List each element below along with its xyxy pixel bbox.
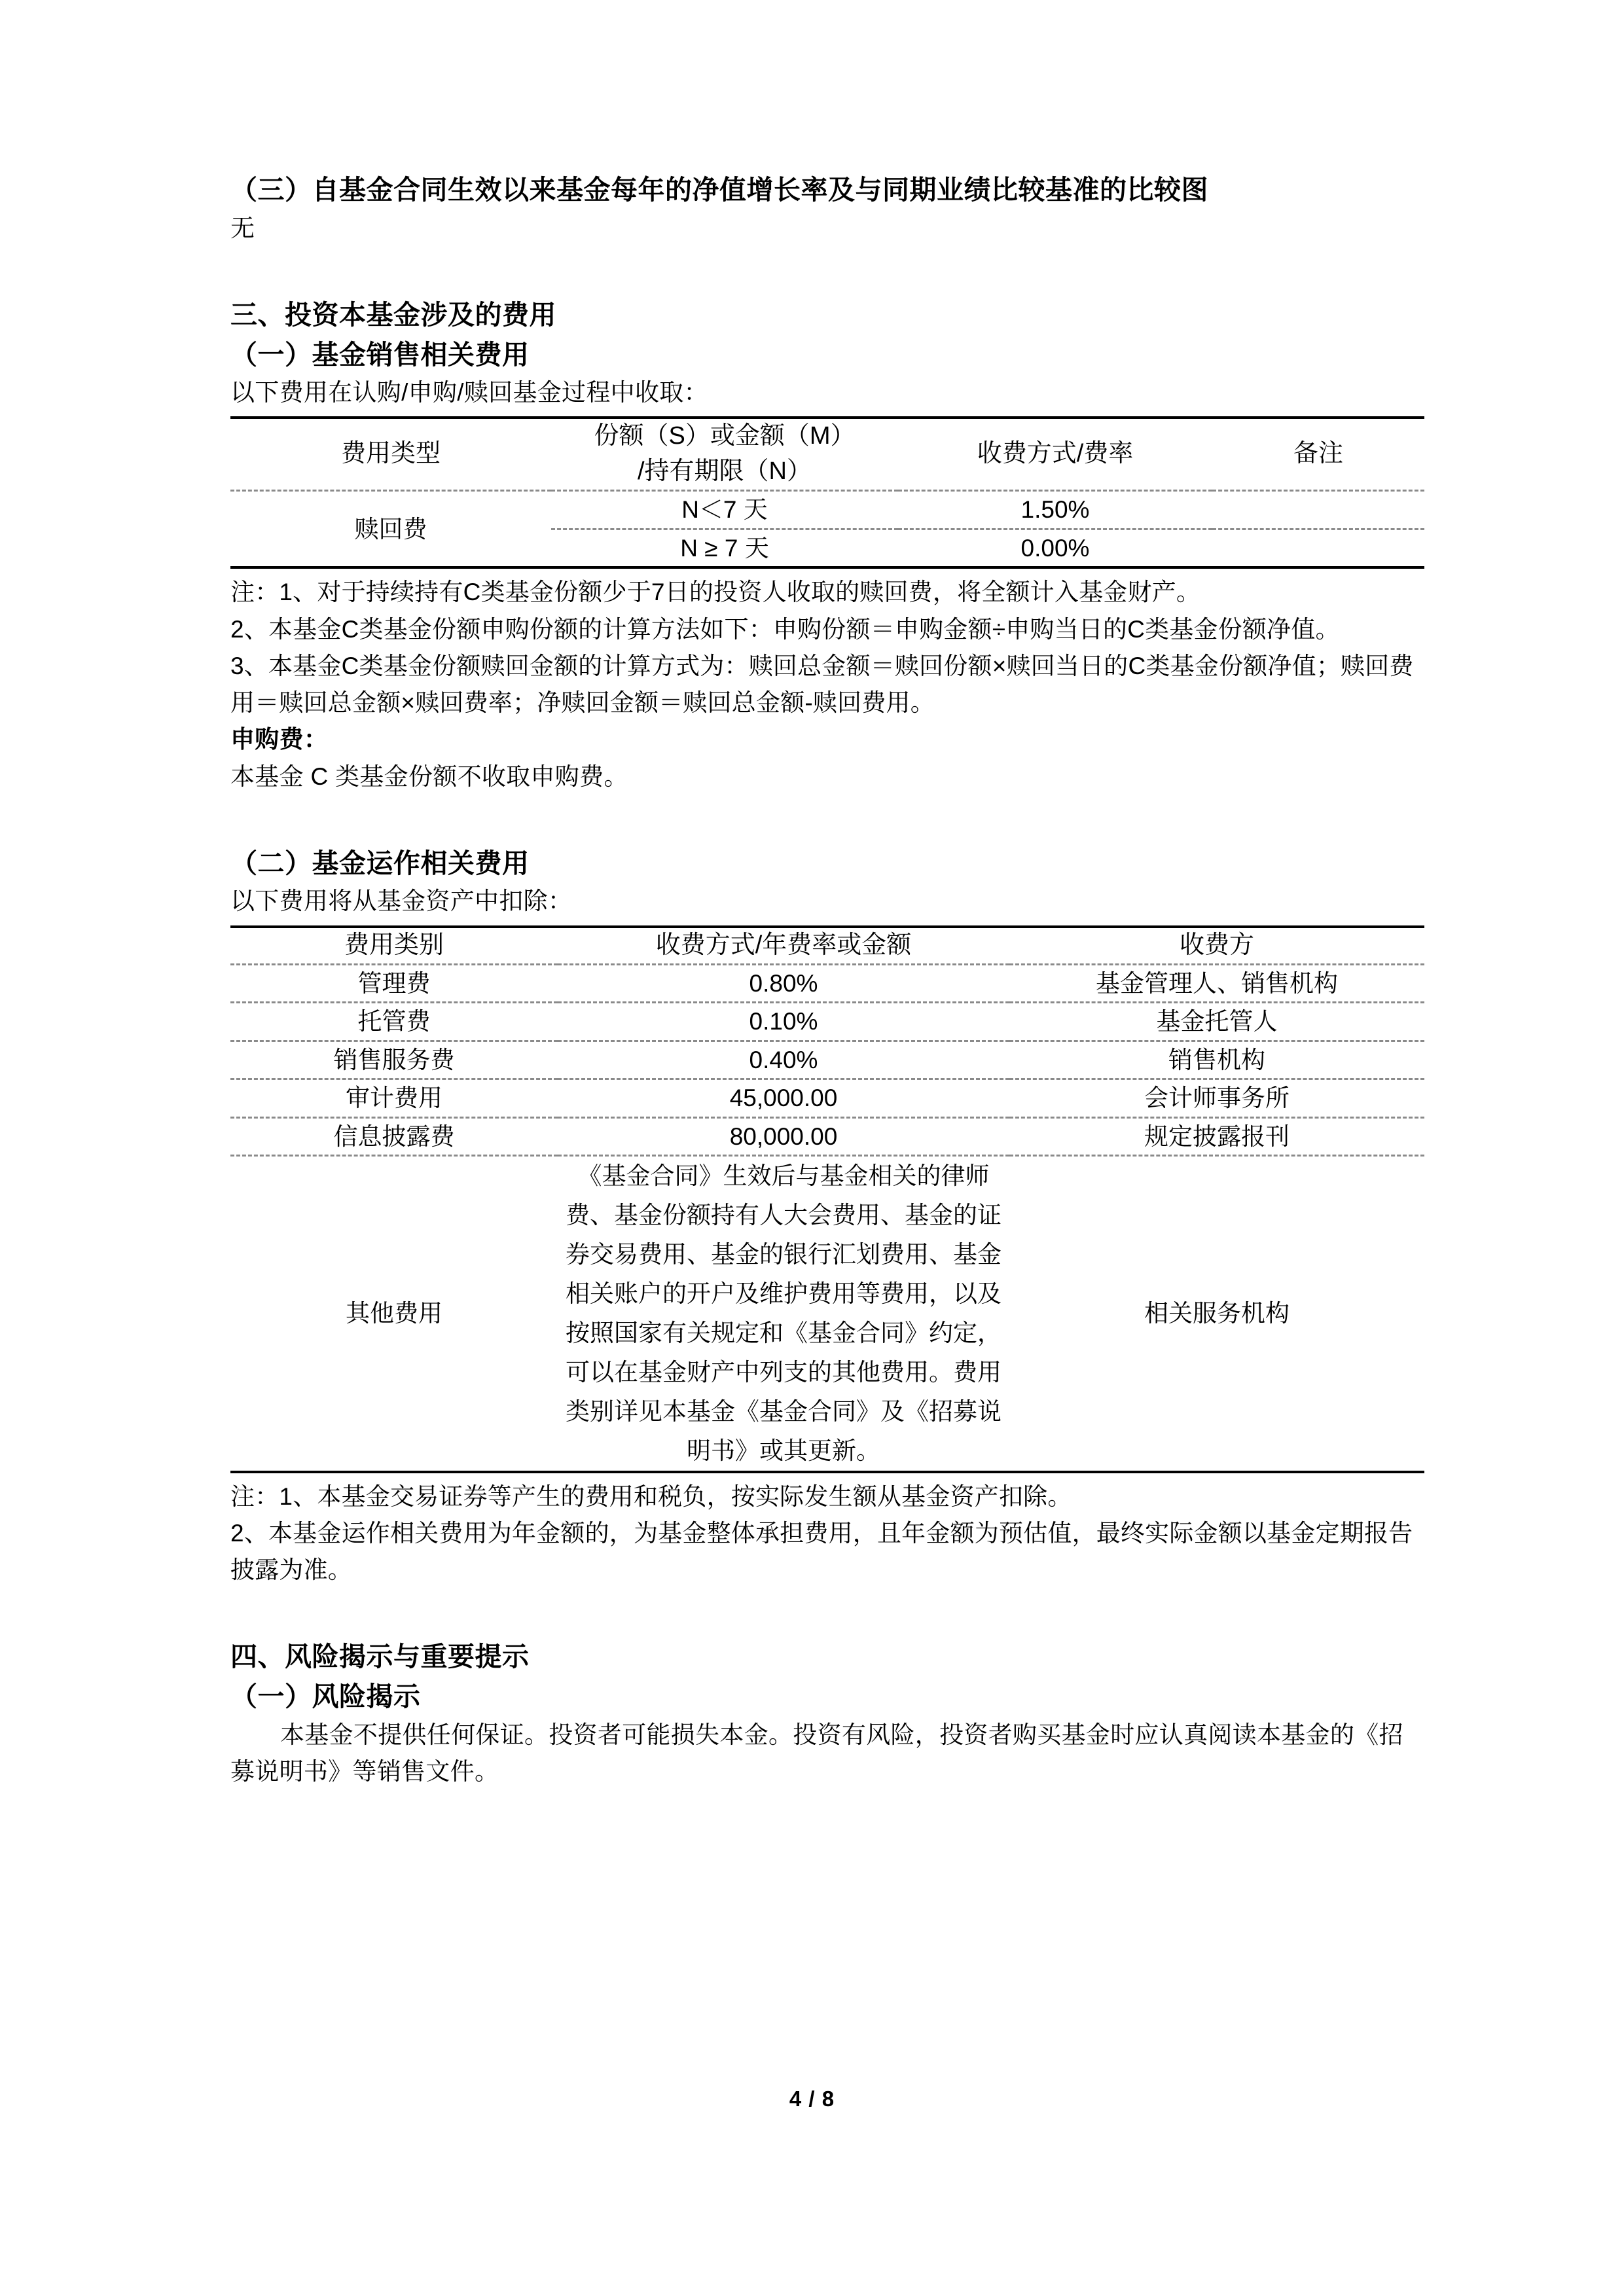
cell-rate-5: 《基金合同》生效后与基金相关的律师费、基金份额持有人大会费用、基金的证券交易费用、基金的银行汇划费用、基金相关账户的开户及维护费用等费用，以及按照国家有关规定和《基金合同》约定，可以在基金财产中列支的其他费用。费用类别详见本基金《基金合同》及《招募说明书》或其更新。 <box>566 1162 1001 1464</box>
table-row <box>230 1156 1424 1472</box>
table-row <box>230 1117 1424 1156</box>
page-content <box>230 0 1424 1790</box>
page-number: 4 / 8 <box>789 2087 835 2111</box>
operation-fee-note-1: 注：1、本基金交易证券等产生的费用和税负，按实际发生额从基金资产扣除。 <box>230 1482 1072 1510</box>
heading-section-three: 三、投资本基金涉及的费用 <box>230 299 556 330</box>
table-header-row <box>230 927 1424 964</box>
sales-fee-note-2: 2、本基金C类基金份额申购份额的计算方法如下：申购份额＝申购金额÷申购当日的C类基金份额净值。 <box>230 615 1340 643</box>
subscription-fee-label: 申购费： <box>230 726 329 753</box>
cell-payee-5: 相关服务机构 <box>1144 1300 1290 1327</box>
cell-payee-3: 会计师事务所 <box>1144 1085 1290 1112</box>
cell-payee-4: 规定披露报刊 <box>1144 1122 1290 1150</box>
cell-category-3: 审计费用 <box>346 1085 442 1112</box>
table-row <box>230 491 1424 529</box>
cell-payee-1: 基金托管人 <box>1156 1008 1278 1035</box>
cell-payee-2: 销售机构 <box>1168 1046 1265 1073</box>
table-row <box>230 1003 1424 1041</box>
cell-category-0: 管理费 <box>357 969 431 997</box>
sales-fee-note-3: 3、本基金C类基金份额赎回金额的计算方式为：赎回总金额＝赎回份额×赎回当日的C类基金份额净值；赎回费用＝赎回总金额×赎回费率；净赎回金额＝赎回总金额-赎回费用。 <box>230 652 1414 717</box>
cell-payee-0: 基金管理人、销售机构 <box>1096 969 1338 997</box>
col-header-payee: 收费方 <box>1179 931 1254 959</box>
col-header-remark: 备注 <box>1293 440 1343 468</box>
cell-category-5: 其他费用 <box>346 1300 442 1327</box>
heading-section-three-one: （一）基金销售相关费用 <box>230 339 530 370</box>
operation-fee-note-2: 2、本基金运作相关费用为年金额的，为基金整体承担费用，且年金额为预估值，最终实际金额以基金定期报告披露为准。 <box>230 1519 1413 1584</box>
col-header-line-1: 份额（S）或金额（M） <box>594 422 856 450</box>
cell-redemption-fee-label: 赎回费 <box>354 515 427 543</box>
table-row <box>230 1079 1424 1118</box>
cell-remark-0 <box>1212 491 1424 529</box>
col-header-fee-type: 费用类型 <box>340 440 441 468</box>
cell-remark-1 <box>1212 529 1424 567</box>
cell-rate-4: 80,000.00 <box>729 1122 838 1150</box>
cell-rate-2: 0.40% <box>749 1046 818 1073</box>
heading-section-three-two: （二）基金运作相关费用 <box>230 848 530 878</box>
cell-rate-3: 45,000.00 <box>729 1085 838 1112</box>
heading-section-four-one: （一）风险揭示 <box>230 1681 421 1712</box>
col-header-line-2: /持有期限（N） <box>637 457 812 486</box>
sales-fee-intro: 以下费用在认购/申购/赎回基金过程中收取： <box>230 379 708 406</box>
operation-fee-table <box>230 925 1424 1473</box>
cell-category-4: 信息披露费 <box>333 1122 455 1150</box>
sales-fee-table <box>230 416 1424 569</box>
col-header-charge-rate: 收费方式/费率 <box>977 440 1134 468</box>
col-header-charge-method: 收费方式/年费率或金额 <box>655 931 912 959</box>
heading-section-three-c: （三）自基金合同生效以来基金每年的净值增长率及与同期业绩比较基准的比较图 <box>230 175 1208 205</box>
col-header-fee-category: 费用类别 <box>344 931 444 959</box>
cell-category-2: 销售服务费 <box>333 1046 455 1073</box>
table-row <box>230 964 1424 1003</box>
cell-term-0: N＜7 天 <box>551 491 898 529</box>
sales-fee-note-1: 注：1、对于持续持有C类基金份额少于7日的投资人收取的赎回费，将全额计入基金财产。 <box>230 579 1201 606</box>
cell-rate-1: 0.10% <box>749 1008 818 1035</box>
cell-rate-0: 1.50% <box>898 491 1212 529</box>
cell-category-1: 托管费 <box>357 1008 431 1035</box>
subscription-fee-text: 本基金 C 类基金份额不收取申购费。 <box>230 762 628 790</box>
heading-section-four: 四、风险揭示与重要提示 <box>230 1641 530 1672</box>
operation-fee-intro: 以下费用将从基金资产中扣除： <box>230 888 573 915</box>
cell-term-1: N ≥ 7 天 <box>680 534 769 562</box>
col-header-share-amount-term <box>551 418 898 490</box>
cell-rate-0: 0.80% <box>749 969 818 997</box>
section-three-c-body: 无 <box>230 214 255 242</box>
table-row <box>230 1041 1424 1079</box>
table-header-row <box>230 418 1424 490</box>
cell-rate-1: 0.00% <box>1020 534 1090 562</box>
risk-disclosure-body: 本基金不提供任何保证。投资者可能损失本金。投资有风险，投资者购买基金时应认真阅读本基金的《招募说明书》等销售文件。 <box>230 1721 1403 1785</box>
